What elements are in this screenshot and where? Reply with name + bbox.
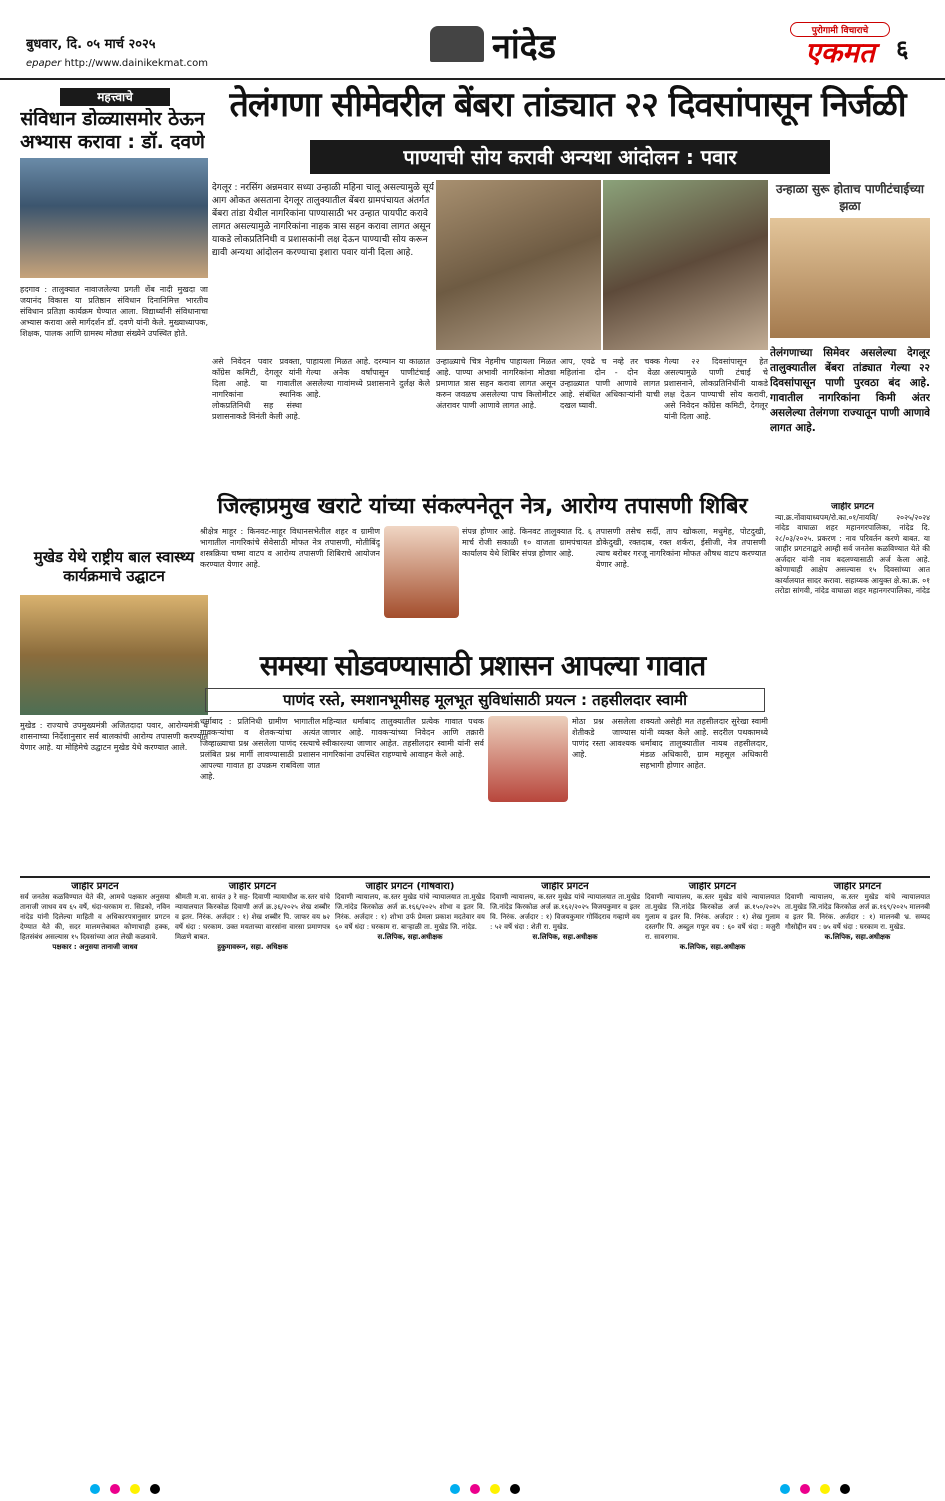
yellow-dot-icon [820,1484,830,1494]
notice-text: दिवाणी न्यायालय, क.स्तर मुखेड यांचे न्यायालयात ता.मुखेड जि.नांदेड किरकोळ अर्ज क्र.१५०/२०२५ गुलाम व इतर वि. निरंक. अर्जदार : १) शेख गुलाम दस्तगीर पि. अब्दुल गफूर वय : ६० वर्षे धंदा : मजुरी रा. सावरगाव. [645,893,780,941]
side-box [770,180,930,500]
story2-col-3: तपासणी तसेच सर्दी, ताप खोकला, मधुमेह, पोटदुखी, डोकेदुखी, रक्तदाब, रक्त शर्करा, ईसीजी, नेत्र तपासणी त्याच बरोबर गरजू नागरिकांना मोफत औषध वाटप करण्यात येणार आहे. [596,527,766,569]
notice-text: दिवाणी न्यायालय, क.स्तर मुखेड यांचे न्यायालयात ता.मुखेड जि.नांदेड किरकोळ अर्ज क्र.१६२/२०२५ विजयकुमार व इतर वि. निरंक. अर्जदार : १) विजयकुमार गोविंदराव गव्हाणे वय : ५२ वर्षे धंदा : शेती रा. मुखेड. [490,893,640,931]
brand-name: एकमत [805,36,875,69]
magenta-dot-icon [470,1484,480,1494]
notice-sign: क.लिपिक, सहा.अधीक्षक [824,933,891,941]
water-hand-photo [770,218,930,338]
left-subheadline: मुखेड येथे राष्ट्रीय बाल स्वास्थ्य कार्यक्रमाचे उद्घाटन [33,548,195,585]
women-carrying-water-photo [603,180,768,350]
main-col-1: असे निवेदन पवार प्रवक्ता, काँग्रेस कमिटी, देगलूर यांनी दिला आहे. या गावातील नागरिकांना स्थानिक लोकप्रतिनिधी सह संस्था प्रशासनाकडे विनंती केली आहे. [212,357,302,421]
black-dot-icon [510,1484,520,1494]
main-subheadline: पाण्याची सोय करावी अन्यथा आंदोलन : पवार [310,140,830,174]
story3-col-1: धर्माबाद : प्रतिनिधी ग्रामीण भागातील गावकऱ्यांचा व शेतकऱ्यांचा अत्यंत जिव्हाळ्याचा प्रश्न असलेला पाणंद रस्त्याचे प्रलंबित प्रश्न मार्गी लावण्यासाठी प्रशासन आपल्या गावात हा उपक्रम राबविला जात आहे. [200,717,320,781]
epaper-link[interactable] [26,58,208,69]
notice-heading: जाहीर प्रगटन [228,882,277,892]
left-story-body: हदगाव : तालुक्यात नावाजलेल्या प्रगती शेंब नादी मुखदा जा जयानंद विकास या प्रतिष्ठान संविधान दिनानिमित्त भारतीय संविधान प्रतिज्ञा कार्यक्रम घेण्यात आला. विद्यार्थ्यांनी संविधानाचा अभ्यास करावा असे मार्गदर्शन डॉ. दवणे यांनी केले. मुख्याध्यापक, शिक्षक, पालक आणि ग्रामस्थ मोठ्या संख्येने उपस्थित होते. [20,285,208,338]
notice-4 [490,882,640,1472]
main-col-5: गेल्या २२ दिवसांपासून हेत असल्यामुळे पाणी टंचाई चे प्रशासनाने, लोकप्रतिनिधींनी याकडे लक्ष देऊन पाण्याची सोय करावी, असे निवेदन काँग्रेस कमिटी, देगलूर यांनी दिला आहे. [664,357,768,421]
notice-text: दिवाणी न्यायालय, क.स्तर मुखेड यांचे न्यायालयात ता.मुखेड जि.नांदेड किरकोळ अर्ज क्र.१६६/२०२५ शोभा व इतर वि. निरंक. अर्जदार : १) शोभा उर्फ प्रेमला प्रकाश मदतेवार वय ६० वर्षे धंदा : घरकाम रा. बाऱ्हाळी ता. मुखेड जि. नांदेड. [335,893,485,931]
portrait-photo [384,526,459,618]
notice-text: दिवाणी न्यायालय, क.स्तर मुखेड यांचे न्यायालयात ता.मुखेड जि.नांदेड किरकोळ अर्ज क्र.१६९/२०२५ मालनबी व इतर वि. निरंक. अर्जदार : १) मालनबी भ्र. सय्यद गौसोद्दीन वय : ७५ वर्षे धंदा : घरकाम रा. मुखेड. [785,893,930,931]
section-divider [20,876,930,878]
public-notice-right [775,502,930,902]
black-dot-icon [840,1484,850,1494]
story2-headline: जिल्हाप्रमुख खराटे यांच्या संकल्पनेतून नेत्र, आरोग्य तपासणी शिबिर [217,494,748,519]
notice-2 [175,882,330,1472]
print-registration-strip [0,1476,945,1501]
tahsildar-photo [488,716,568,802]
story2-col-1: श्रीक्षेत्र माहूर : किनवट-माहूर विधानसभेतील शहर व ग्रामीण भागातील नागरिकांचे सेवेसाठी मोफत नेत्र तपासणी, मोतीबिंदू शस्त्रक्रिया चष्मा वाटप व आरोग्य तपासणी शिबिराचे आयोजन करण्यात येणार आहे. [200,527,380,569]
yellow-dot-icon [490,1484,500,1494]
notice-heading: जाहीर प्रगटन [71,882,119,892]
magenta-dot-icon [800,1484,810,1494]
notice-6 [785,882,930,1472]
main-col-3: उन्हाळ्याचे चित्र नेहमीच पाहायला मिळत आहे. पाण्या अभावी नागरिकांना मोठ्या प्रमाणात त्रास सहन करावा लागत असून करुन जवळच असलेल्या पाच किलोमीटर अंतरावर पाणी आणावे लागत आहे. [436,357,556,410]
left-headline: संविधान डोळ्यासमोर ठेऊन अभ्यास करावा : डॉ. दवणे [20,108,205,153]
event-photo [20,158,208,278]
notice-5 [645,882,780,1472]
notice-heading: जाहीर प्रगटन (गोषवारा) [365,882,455,892]
main-col-2: पाहायला मिळत आहे. दरम्यान या काळात गेल्या अनेक वर्षांपासून पाणीटंचाई असलेल्या गावांमध्ये प्रशासनाने दुर्लक्ष केले आहे. [306,357,430,399]
brand-tagline: पुरोगामी विचाराचे [790,22,890,37]
story3-col-4: शक्यतो असेही मत तहसीलदार सुरेखा स्वामी यांनी व्यक्त केले आहे. सदरील पथकामध्ये धर्माबाद तालुक्यातील नायब तहसीलदार, मंडळ अधिकारी, ग्राम महसूल अधिकारी सहभागी होणार आहेत. [640,717,768,770]
notice-sign: क.लिपिक, सहा.अधीक्षक [679,943,746,951]
notice-text: श्रीमती म.वा. सावंत ३ रे सह- दिवाणी न्यायाधीश क.स्तर यांचे न्यायालयात किरकोळ दिवाणी अर्ज क्र.३६/२०२५ शेख शब्बीर व इतर. निरंक. अर्जदार : १) शेख शब्बीर पि. जाफर वय ७२ वर्षे धंदा : घरकाम. उक्त मयताच्या वारसांना वारसा प्रमाणपत्र मिळणे बाबत. [175,893,330,941]
notice-1 [20,882,170,1472]
story3-col-2: महिन्यात धर्माबाद तालुक्यातील प्रत्येक गावात पथक जाणार आहे. गावकऱ्यांच्या निवेदन आणि तक्रारी स्वीकारल्या जाणार आहेत. तहसीलदार स्वामी यांनी सर्व नागरिकांना उपस्थित राहण्याचे आवाहन केले आहे. [322,717,484,759]
page-number: ६ [896,35,909,63]
notice-sign: स.लिपिक, सहा.अधीक्षक [532,933,598,941]
notice-heading: जाहीर प्रगटन [541,882,589,892]
cyan-dot-icon [780,1484,790,1494]
main-lede: देगलूर : नरसिंग अन्नमवार सध्या उन्हाळी महिना चालू असल्यामुळे सूर्य आग ओकत असताना देगलूर तालुक्यातील बेंबरा ग्रामपंचायत अंतर्गत बेंबरा तांडा येथील नागरिकांना पाण्यासाठी भर उन्हात पायपीट करावे लागत असल्यामुळे नागरिकांना नाहक त्रास सहन करावा लागत असून याकडे लोकप्रतिनिधी व प्रशासकांनी लक्ष देऊन पाण्याची सोय करून द्यावी अन्यथा आंदोलन करण्याचा इशारा पवार यांनी दिला आहे. [212,183,434,258]
notice-sign: पक्षकार : अनुसया तानाजी जाधव [52,943,138,951]
notice-sign: हुकुमावरून, सहा. अधिक्षक [217,943,288,951]
city-landmark-icon [430,26,484,62]
notice-text: न्या.क्र.नोंवायाध्यपम/रो.का.०१/नायवि/ २०२५/२०२४ नांदेड वाघाळा शहर महानगरपालिका, नांदेड दि. २८/०३/२०२५. प्रकरण : नाव परिवर्तन करणे बाबत. या जाहीर प्रगटनाद्वारे आम्ही सर्व जनतेस कळविण्यात येते की अर्जदार यांनी नाव बदलण्यासाठी अर्ज केला आहे. कोणाचाही आक्षेप असल्यास १५ दिवसांच्या आत कार्यालयात सादर करावा. सहाय्यक आयुक्त क्षे.का.क्र. ०१ तरोडा सांगवी, नांदेड वाघाळा शहर महानगरपालिका, नांदेड [775,512,930,595]
main-headline: तेलंगणा सीमेवरील बेंबरा तांड्यात २२ दिवसांपासून निर्जळी [229,85,906,125]
side-text: तेलंगणाच्या सिमेवर असलेल्या देगलूर तालुक्यातील बेंबरा तांड्यात गेल्या २२ दिवसांपासून पाणी पुरवठा बंद आहे. गावातील नागरिकांना किमी अंतर असलेल्या तेलंगणा राज्यातून पाणी आणावे लागत आहे. [770,347,930,434]
site-url: http://www.dainikekmat.com [64,58,208,69]
cyan-dot-icon [450,1484,460,1494]
main-col-4: आप, एवढे च नव्हे तर चक्क महिलांना दोन - दोन वेळा उन्हाळ्यात पाणी आणावे लागत आहे. संबंधित अधिकाऱ्यांनी याची दखल घ्यावी. [560,357,660,410]
notice-sign: स.लिपिक, सहा.अधीक्षक [377,933,443,941]
yellow-dot-icon [130,1484,140,1494]
health-camp-photo [20,595,208,715]
black-dot-icon [150,1484,160,1494]
story3-headline: समस्या सोडवण्यासाठी प्रशासन आपल्या गावात [259,649,706,682]
notice-3 [335,882,485,1472]
notice-heading: जाहीर प्रगटन [833,882,882,892]
left-story2-body: मुखेड : राज्याचे उपमुख्यमंत्री अजितदादा पवार, आरोग्यमंत्री व शासनाच्या निर्देशानुसार सर्व बालकांची आरोग्य तपासणी करण्यात येणार आहे. या मोहिमेचे उद्घाटन मुखेड येथे करण्यात आले. [20,721,208,752]
issue-date: बुधवार, दि. ०५ मार्च २०२५ [26,37,156,52]
side-title: उन्हाळा सुरू होताच पाणीटंचाईच्या झळा [775,182,925,213]
notice-text: सर्व जनतेस कळविण्यात येते की, आमचे पक्षकार अनुसया तानाजी जाधव वय ६५ वर्षे, धंदा-घरकाम रा. सिडको, नविन नांदेड यांनी दिलेल्या माहिती व अधिकारपत्रानुसार प्रगटन देण्यात येते की, सदर मालमत्तेबाबत कोणाचाही हक्क, हितसंबंध असल्यास १५ दिवसांच्या आत लेखी कळवावे. [20,893,170,941]
magenta-dot-icon [110,1484,120,1494]
notice-heading: जाहीर प्रगटन [831,502,874,512]
story2-col-2: संपन्न होणार आहे. किनवट तालुक्यात दि. ६ मार्च रोजी सकाळी १० वाजता ग्रामपंचायत कार्यालय येथे शिबिर संपन्न होणार आहे. [462,527,592,558]
city-name: नांदेड [492,27,556,67]
cyan-dot-icon [90,1484,100,1494]
story3-subheadline: पाणंद रस्ते, स्मशानभूमीसह मूलभूत सुविधांसाठी प्रयत्न : तहसीलदार स्वामी [205,688,765,712]
notice-heading: जाहीर प्रगटन [688,882,737,892]
epaper-label: epaper [26,58,62,69]
section-tag: महत्त्वाचे [60,88,170,106]
story3-col-3: मोठा प्रश्न असलेला शेतीकडे जाण्यास पाणंद रस्ता आवश्यक आहे. [572,717,636,759]
water-pots-photo [436,180,601,350]
newspaper-logo [790,22,890,69]
